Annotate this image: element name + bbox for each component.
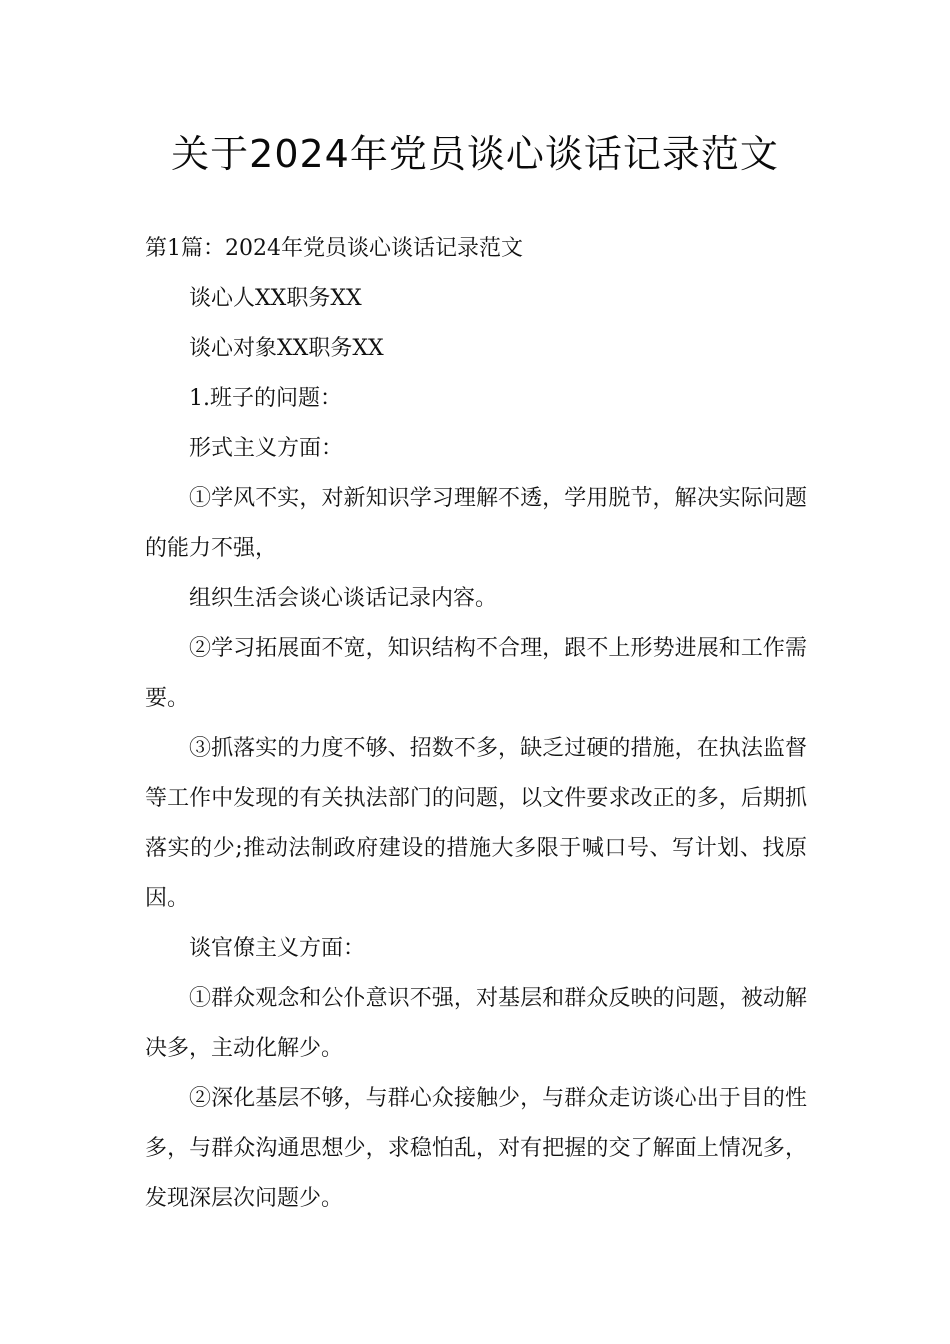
paragraph: 谈心人XX职务XX xyxy=(189,286,362,311)
paragraph: 组织生活会谈心谈话记录内容。 xyxy=(189,586,498,611)
paragraph: 1.班子的问题： xyxy=(189,386,342,411)
paragraph-heading: 第1篇：2024年党员谈心谈话记录范文 xyxy=(145,236,523,261)
paragraph: 谈官僚主义方面： xyxy=(189,936,366,961)
paragraph: 谈心对象XX职务XX xyxy=(189,336,384,361)
paragraph: ①群众观念和公仆意识不强，对基层和群众反映的问题，被动解决多，主动化解少。 xyxy=(145,986,807,1061)
paragraph: ③抓落实的力度不够、招数不多，缺乏过硬的措施，在执法监督等工作中发现的有关执法部门的问题，以文件要求改正的多，后期抓落实的少;推动法制政府建设的措施大多限于喊口号、写计划、找原因。 xyxy=(145,736,807,911)
paragraph: ①学风不实，对新知识学习理解不透，学用脱节，解决实际问题的能力不强， xyxy=(145,486,807,561)
paragraph: ②深化基层不够，与群心众接触少，与群众走访谈心出于目的性多，与群众沟通思想少，求稳怕乱，对有把握的交了解面上情况多，发现深层次问题少。 xyxy=(145,1086,807,1211)
document-title: 关于2024年党员谈心谈话记录范文 xyxy=(171,132,779,176)
paragraph: 形式主义方面： xyxy=(189,436,344,461)
document-body xyxy=(145,224,807,1224)
paragraph: ②学习拓展面不宽，知识结构不合理，跟不上形势进展和工作需要。 xyxy=(145,636,807,711)
